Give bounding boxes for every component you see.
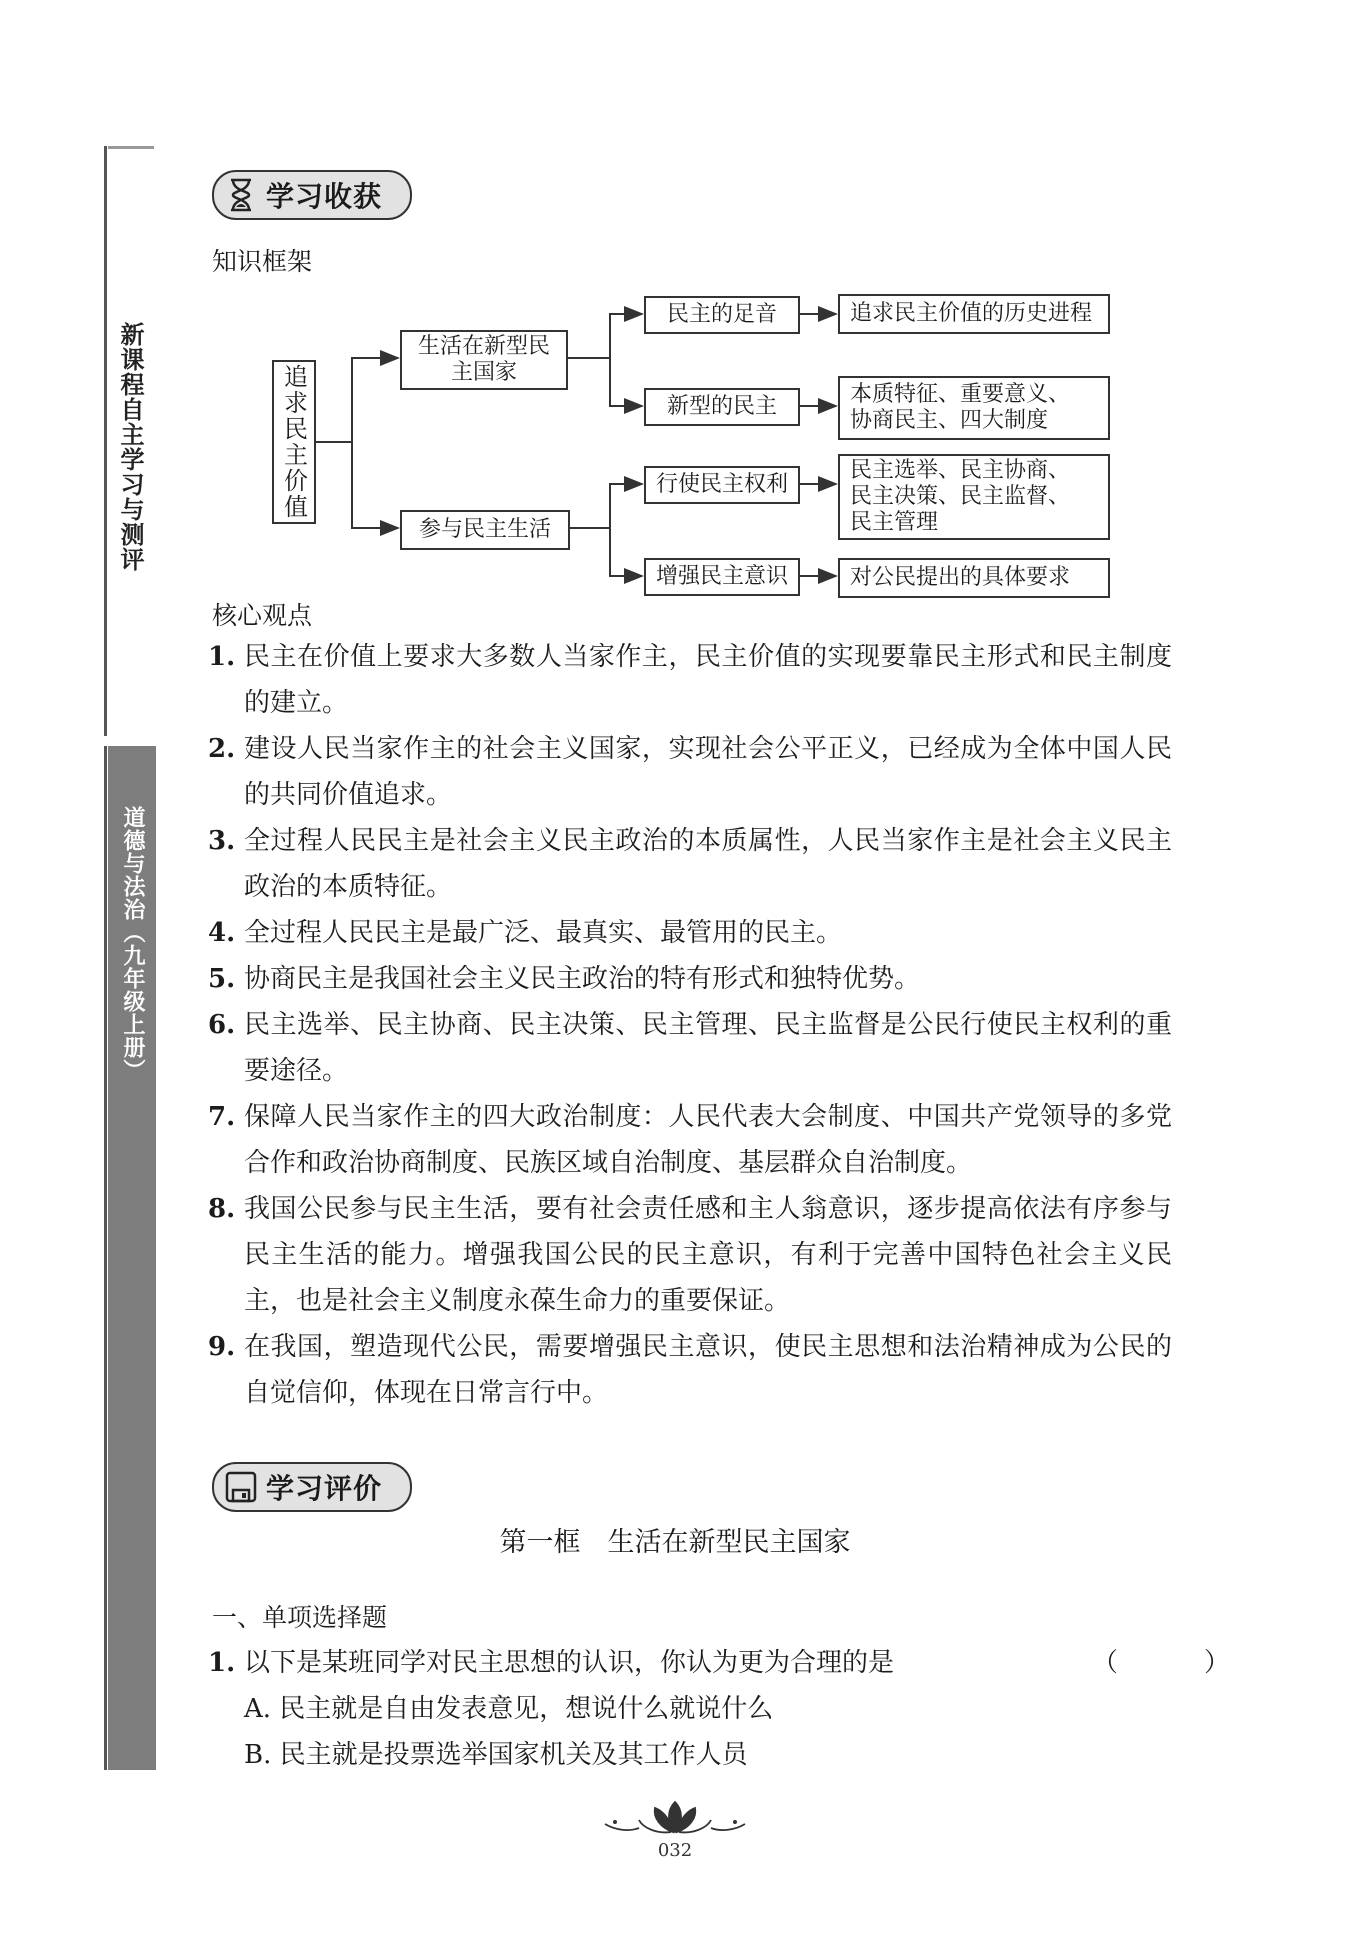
list-item: 6. 民主选举、民主协商、民主决策、民主管理、民主监督是公民行使民主权利的重要途径。 xyxy=(208,1010,1172,1086)
option-b: B. 民主就是投票选举国家机关及其工作人员 xyxy=(244,1740,748,1770)
list-item: 7. 保障人民当家作主的四大政治制度：人民代表大会制度、中国共产党领导的多党合作和政治协商制度、民族区域自治制度、基层群众自治制度。 xyxy=(208,1102,1172,1178)
core-points-list xyxy=(208,634,1172,1416)
leaf-2-line-1: 本质特征、重要意义、 xyxy=(850,382,1071,407)
leaf-3-line-3: 民主管理 xyxy=(850,510,939,535)
framework-sub-4: 增强民主意识 xyxy=(644,558,800,596)
list-item: 5. 协商民主是我国社会主义民主政治的特有形式和独特优势。 xyxy=(208,964,921,994)
answer-blank[interactable]: （ ） xyxy=(1092,1648,1261,1678)
framework-branch-2: 参与民主生活 xyxy=(400,510,570,550)
core-heading: 核心观点 xyxy=(212,601,313,630)
list-item: 4. 全过程人民民主是最广泛、最真实、最管用的民主。 xyxy=(208,918,843,948)
page-number: 032 xyxy=(657,1840,693,1861)
subject-title: 道德与法治（九年级上册） xyxy=(120,806,145,1082)
list-item: 8. 我国公民参与民主生活，要有社会责任感和主人翁意识，逐步提高依法有序参与民主生活的能力。增强我国公民的民主意识，有利于完善中国特色社会主义民主，也是社会主义制度永葆生命力的重要保证。 xyxy=(208,1194,1172,1316)
question-number: 1. xyxy=(208,1648,236,1678)
framework-sub-3: 行使民主权利 xyxy=(644,466,800,504)
question-1 xyxy=(208,1640,1261,1778)
framework-sub-1: 民主的足音 xyxy=(644,296,800,334)
list-item: 1. 民主在价值上要求大多数人当家作主，民主价值的实现要靠民主形式和民主制度的建立。 xyxy=(208,642,1172,718)
exercise-section-title: 一、单项选择题 xyxy=(212,1603,388,1632)
banner-label: 学习评价 xyxy=(266,1472,383,1505)
floral-ornament-icon xyxy=(595,1798,755,1838)
section-banner-evaluation xyxy=(212,1462,412,1512)
framework-root: 追求民主价值 xyxy=(272,360,316,524)
list-item: 2. 建设人民当家作主的社会主义国家，实现社会公平正义，已经成为全体中国人民的共同价值追求。 xyxy=(208,734,1172,810)
framework-sub-2: 新型的民主 xyxy=(644,388,800,426)
leaf-3-line-1: 民主选举、民主协商、 xyxy=(850,458,1071,483)
framework-leaf-2 xyxy=(838,376,1110,440)
banner-label: 学习收获 xyxy=(266,180,383,213)
option-a: A. 民主就是自由发表意见，想说什么就说什么 xyxy=(244,1694,774,1724)
leaf-2-line-2: 协商民主、四大制度 xyxy=(850,408,1049,433)
floppy-disk-icon xyxy=(222,1468,260,1506)
lesson-title: 第一框 生活在新型民主国家 xyxy=(499,1527,851,1558)
framework-leaf-1: 追求民主价值的历史进程 xyxy=(838,294,1110,334)
sidebar-box-rule xyxy=(104,746,107,1770)
framework-leaf-4: 对公民提出的具体要求 xyxy=(838,558,1110,598)
knowledge-heading: 知识框架 xyxy=(212,247,313,276)
series-title: 新课程自主学习与测评 xyxy=(116,322,144,572)
list-item: 3. 全过程人民民主是社会主义民主政治的本质属性，人民当家作主是社会主义民主政治的本质特征。 xyxy=(208,826,1172,902)
question-stem: 以下是某班同学对民主思想的认识，你认为更为合理的是 xyxy=(244,1648,895,1678)
leaf-3-line-2: 民主决策、民主监督、 xyxy=(850,484,1071,509)
framework-branch-1: 生活在新型民主国家 xyxy=(400,330,568,390)
list-item: 9. 在我国，塑造现代公民，需要增强民主意识，使民主思想和法治精神成为公民的自觉信仰，体现在日常言行中。 xyxy=(208,1332,1172,1408)
framework-leaf-3 xyxy=(838,454,1110,540)
